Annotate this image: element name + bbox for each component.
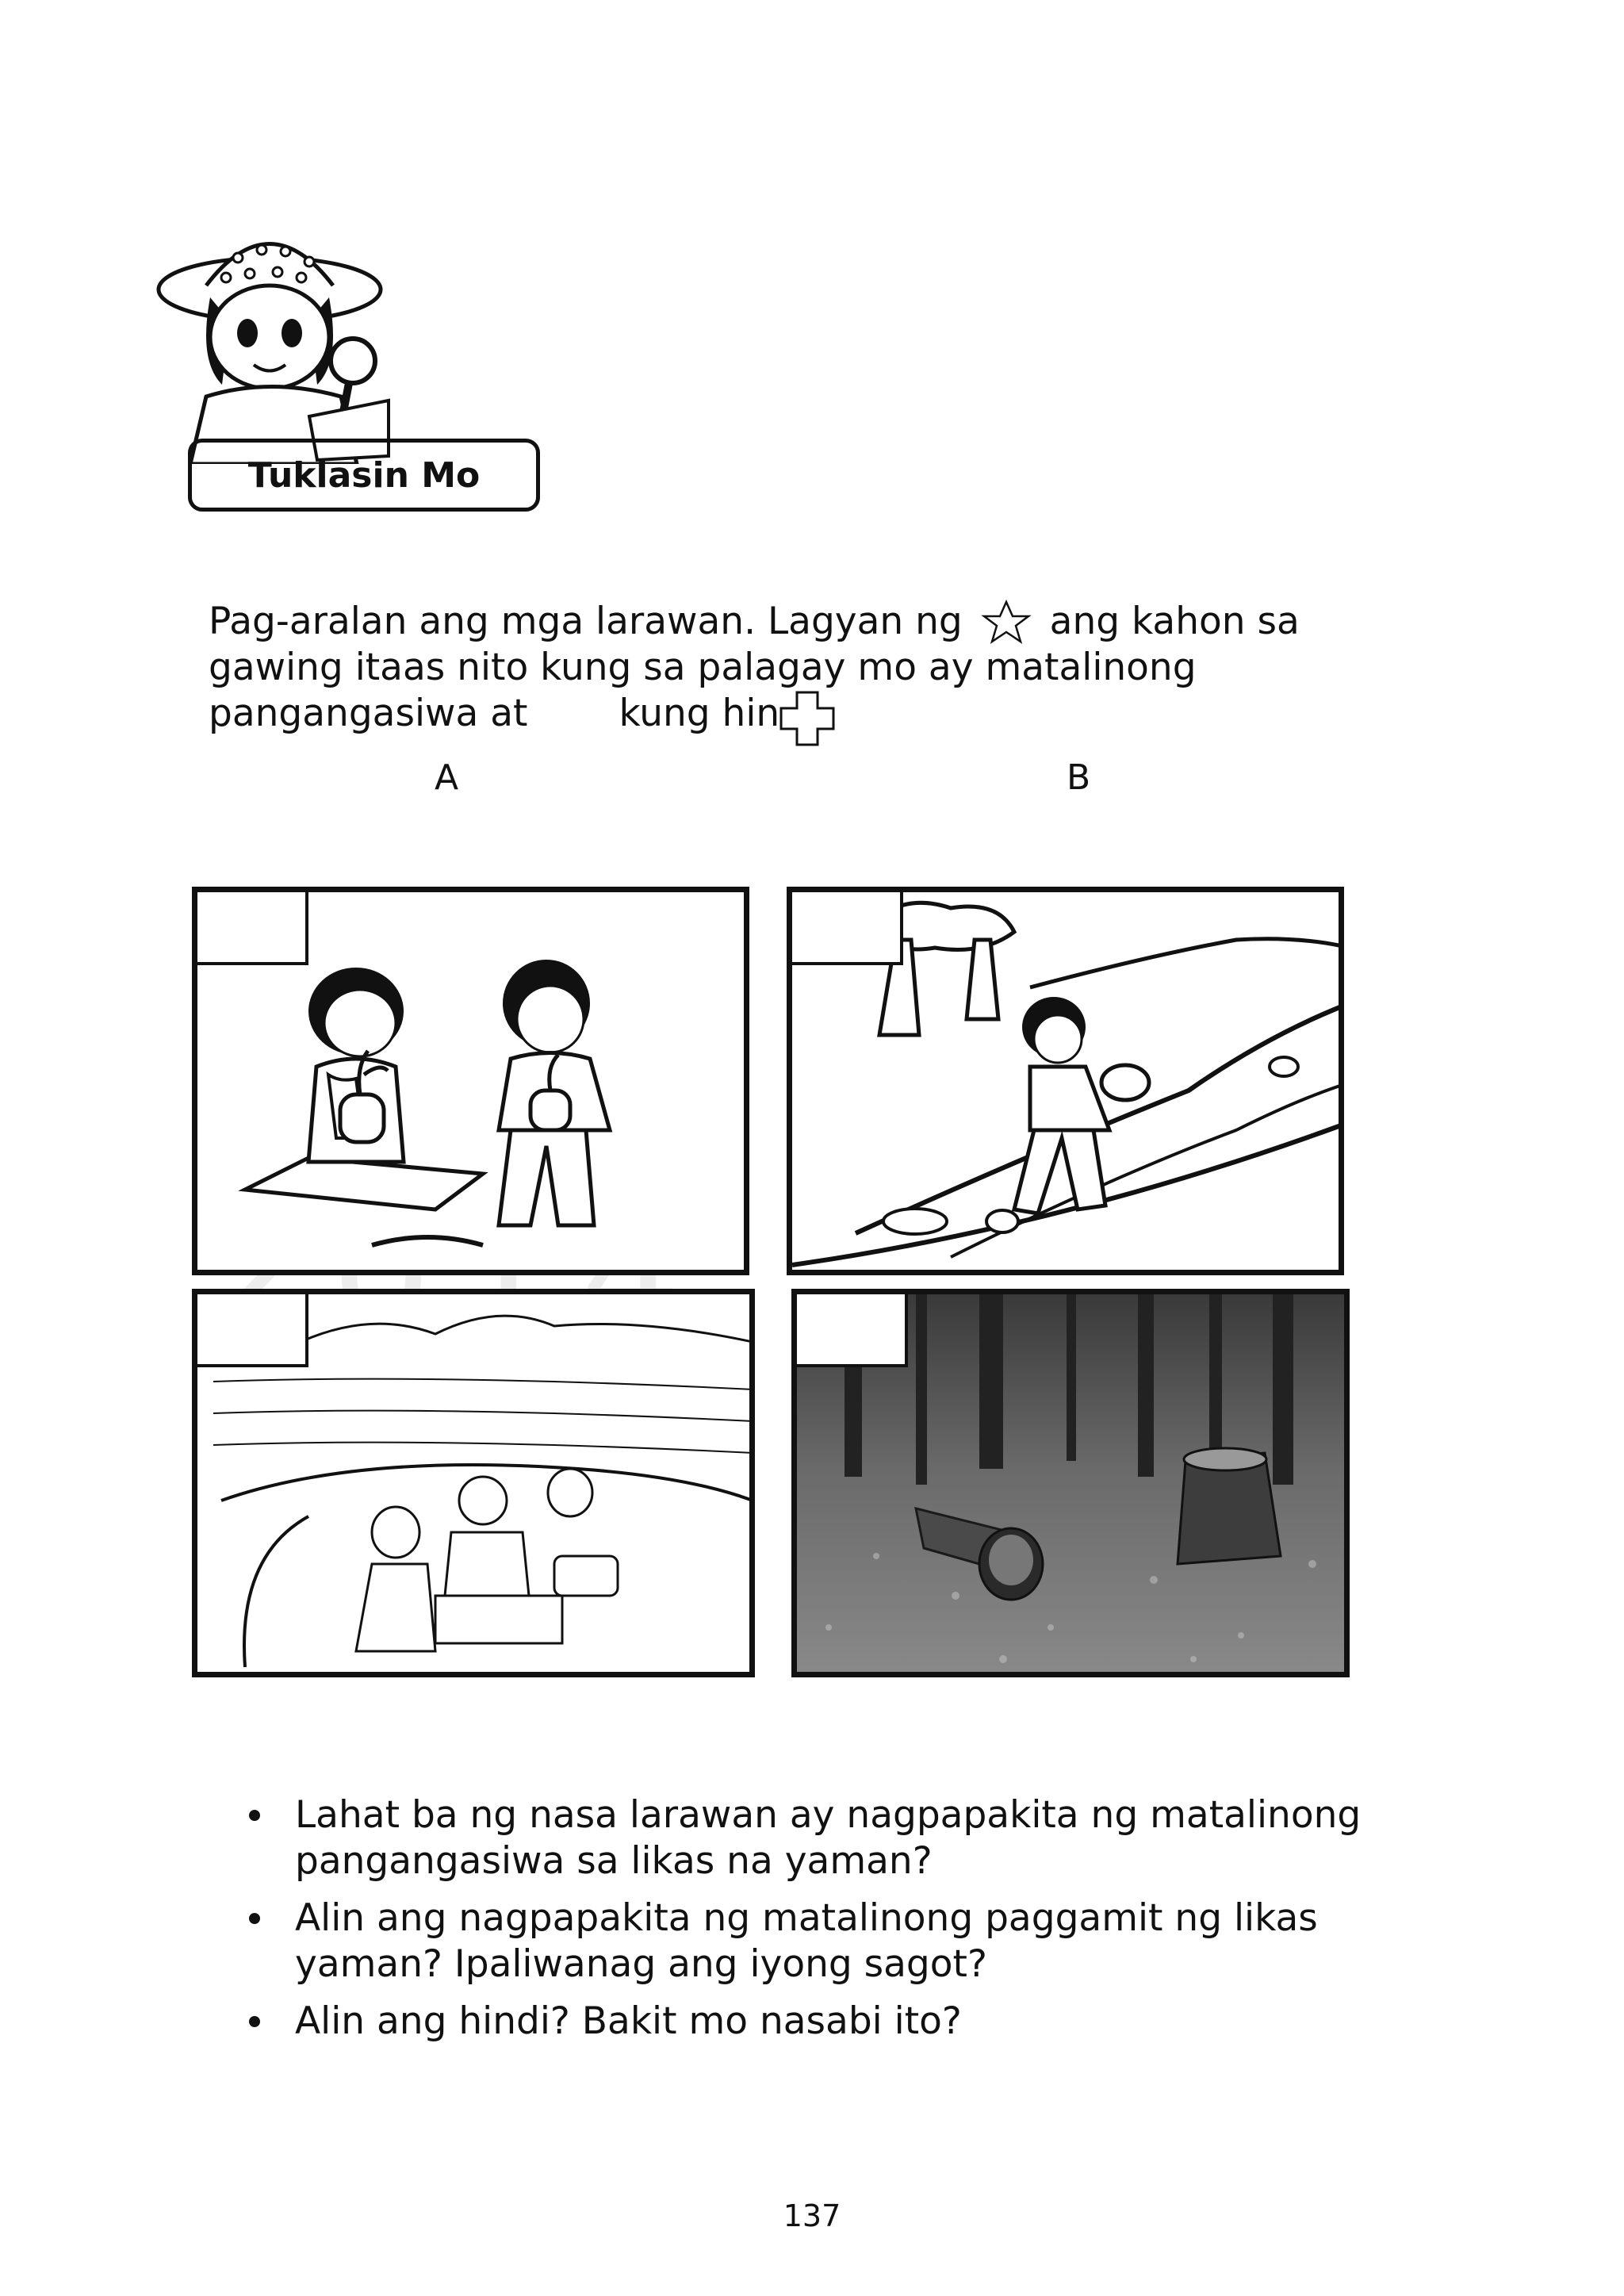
bullet-icon bbox=[249, 2016, 260, 2027]
question-list bbox=[238, 1792, 1427, 2056]
instructions-line-1 bbox=[209, 599, 1398, 645]
question-text: Lahat ba ng nasa larawan ay nagpapakita ng matalinong pangangasiwa sa likas na yaman? bbox=[295, 1793, 1362, 1883]
list-item bbox=[238, 1895, 1427, 1987]
section-title-box bbox=[188, 439, 540, 512]
bullet-icon bbox=[249, 1913, 260, 1924]
instructions-line-3 bbox=[209, 691, 1398, 737]
panel-cut-tree bbox=[791, 1289, 1350, 1677]
answer-checkbox[interactable] bbox=[792, 892, 903, 965]
answer-checkbox[interactable] bbox=[197, 1294, 308, 1367]
star-outline-icon bbox=[975, 599, 1038, 645]
answer-checkbox[interactable] bbox=[197, 892, 308, 965]
answer-checkbox[interactable] bbox=[797, 1294, 908, 1367]
panel-children-planting bbox=[192, 887, 749, 1275]
panel-river-dumping bbox=[787, 887, 1344, 1275]
page-number: 137 bbox=[783, 2198, 841, 2233]
panel-boat-picnic bbox=[192, 1289, 755, 1677]
instructions-line-2: gawing itaas nito kung sa palagay mo ay matalinong bbox=[209, 646, 1197, 689]
list-item bbox=[238, 1792, 1427, 1884]
instructions-text-3b: kung hin bbox=[619, 692, 780, 735]
instructions-text-3a: pangangasiwa at bbox=[209, 692, 528, 735]
mascot-girl-magnifier-icon bbox=[151, 226, 420, 464]
section-title: Tuklasin Mo bbox=[247, 454, 481, 496]
column-label-a: A bbox=[435, 757, 459, 798]
bullet-icon bbox=[249, 1810, 260, 1821]
list-item bbox=[238, 1999, 1427, 2045]
column-label-b: B bbox=[1067, 757, 1091, 798]
instructions-text-1b: ang kahon sa bbox=[1049, 600, 1300, 643]
question-text: Alin ang nagpapakita ng matalinong paggamit ng likas yaman? Ipaliwanag ang iyong sagot? bbox=[295, 1896, 1318, 1986]
cross-outline-icon bbox=[779, 691, 835, 746]
instructions bbox=[209, 599, 1398, 737]
instructions-text-1a: Pag-aralan ang mga larawan. Lagyan ng bbox=[209, 600, 963, 643]
question-text: Alin ang hindi? Bakit mo nasabi ito? bbox=[295, 1999, 962, 2043]
